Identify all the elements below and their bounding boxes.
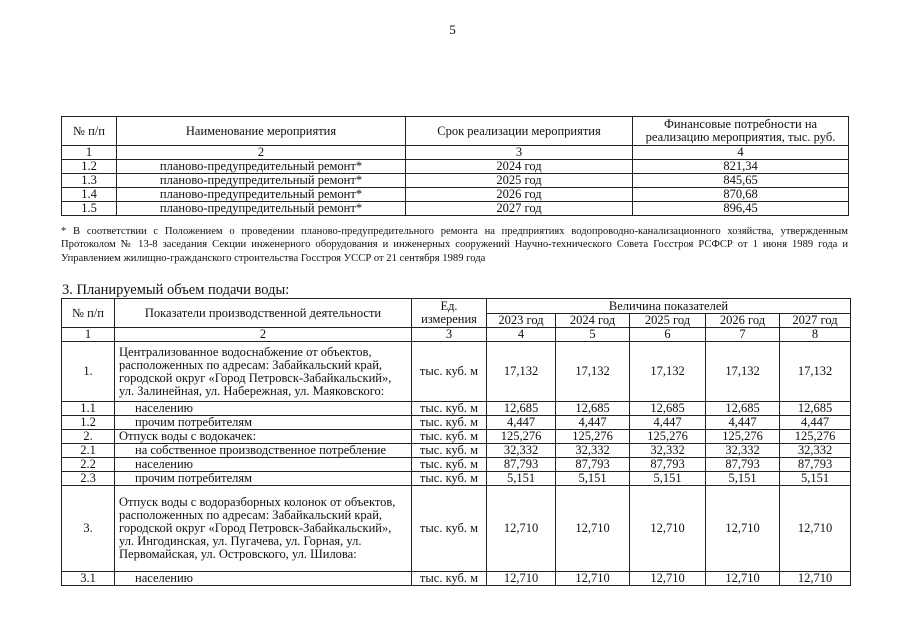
table-cell: 1.1 [62, 402, 115, 416]
table-cell: населению [115, 458, 412, 472]
table-cell: 125,276 [780, 430, 851, 444]
table-row [62, 430, 851, 444]
table-cell: 2.1 [62, 444, 115, 458]
table-cell: 125,276 [556, 430, 630, 444]
table1-header-row [62, 117, 849, 146]
table-cell: планово-предупредительный ремонт* [117, 188, 406, 202]
table2-year-2023: 2023 год [487, 314, 556, 328]
table-cell: 32,332 [487, 444, 556, 458]
table-cell: 87,793 [780, 458, 851, 472]
table-cell: 3. [62, 486, 115, 572]
table-cell: 1.3 [62, 174, 117, 188]
table-cell: 2.3 [62, 472, 115, 486]
table-row [62, 472, 851, 486]
table-cell: 8 [780, 328, 851, 342]
table-cell: 1 [62, 328, 115, 342]
table-row [62, 174, 849, 188]
table-cell: 845,65 [633, 174, 849, 188]
table-cell: на собственное производственное потребление [115, 444, 412, 458]
table-cell: 12,685 [630, 402, 706, 416]
table-cell: 17,132 [630, 342, 706, 402]
table-cell: 896,45 [633, 202, 849, 216]
table-cell: 2024 год [406, 160, 633, 174]
table-cell: 12,710 [487, 572, 556, 586]
table2-header-values: Величина показателей [487, 299, 851, 314]
table-cell: 3.1 [62, 572, 115, 586]
table-cell: 4,447 [706, 416, 780, 430]
table-cell: 7 [706, 328, 780, 342]
table-cell: планово-предупредительный ремонт* [117, 202, 406, 216]
table-cell: населению [115, 402, 412, 416]
table-cell: 5,151 [780, 472, 851, 486]
table-cell: 1. [62, 342, 115, 402]
table-cell: 1.2 [62, 416, 115, 430]
table2-header-unit: Ед. измерения [412, 299, 487, 328]
maintenance-costs-table [61, 116, 849, 216]
table-cell: 4,447 [630, 416, 706, 430]
table-cell: 12,710 [706, 486, 780, 572]
table-cell: 12,710 [556, 572, 630, 586]
table-cell: прочим потребителям [115, 472, 412, 486]
table-cell: 12,710 [487, 486, 556, 572]
table2-year-2025: 2025 год [630, 314, 706, 328]
table-cell: 821,34 [633, 160, 849, 174]
table-cell: 32,332 [780, 444, 851, 458]
table-cell: тыс. куб. м [412, 402, 487, 416]
table-cell: 87,793 [630, 458, 706, 472]
table-cell: 12,710 [630, 486, 706, 572]
table-row [62, 402, 851, 416]
water-supply-volume-table [61, 298, 851, 586]
table-cell: тыс. куб. м [412, 572, 487, 586]
table-cell: 12,685 [780, 402, 851, 416]
table-cell: населению [115, 572, 412, 586]
table-cell: планово-предупредительный ремонт* [117, 160, 406, 174]
table-row [62, 444, 851, 458]
section-title: 3. Планируемый объем подачи воды: [62, 282, 290, 298]
table-cell: 12,685 [556, 402, 630, 416]
table-row [62, 458, 851, 472]
footnote: * В соответствии с Положением о проведении планово-предупредительного ремонта на предприятиях водопроводно-канализационного хозяйства, утвержденным Протоколом № 13-8 заседания Секции инженерного оборудования и инженерных сооружений Научно-технического Совета Госстроя РСФСР от 1 июня 1989 года и Управлением жилищно-гражданского строительства Госстроя УССР от 21 сентября 1989 года [61, 226, 848, 264]
table-cell: 2 [117, 146, 406, 160]
table-cell: Отпуск воды с водоразборных колонок от объектов, расположенных по адресам: Забайкальский край, городской округ «Город Петровск-Забайкальский», ул. Ингодинская, ул. Пугачева, ул. Горная, ул. Первомайская, ул. Островского, ул. Шилова: [115, 486, 412, 572]
table-cell: тыс. куб. м [412, 486, 487, 572]
table-cell: 87,793 [556, 458, 630, 472]
table-cell: 870,68 [633, 188, 849, 202]
table-row [62, 342, 851, 402]
table-cell: 1 [62, 146, 117, 160]
table2-year-2024: 2024 год [556, 314, 630, 328]
table2-index-row [62, 328, 851, 342]
table-cell: 12,710 [780, 486, 851, 572]
table-cell: тыс. куб. м [412, 416, 487, 430]
table-cell: 3 [406, 146, 633, 160]
table-cell: Отпуск воды с водокачек: [115, 430, 412, 444]
table1-header-cost: Финансовые потребности на реализацию мероприятия, тыс. руб. [633, 117, 849, 146]
table-cell: 125,276 [706, 430, 780, 444]
table-cell: 6 [630, 328, 706, 342]
table-cell: 3 [412, 328, 487, 342]
table-cell: 4 [487, 328, 556, 342]
table-cell: тыс. куб. м [412, 472, 487, 486]
table-cell: 12,710 [706, 572, 780, 586]
table-cell: 32,332 [556, 444, 630, 458]
table-row [62, 572, 851, 586]
table-cell: 12,685 [706, 402, 780, 416]
table1-header-name: Наименование мероприятия [117, 117, 406, 146]
table-row [62, 202, 849, 216]
table2-year-2027: 2027 год [780, 314, 851, 328]
table-cell: 1.2 [62, 160, 117, 174]
table-cell: 32,332 [706, 444, 780, 458]
table-cell: прочим потребителям [115, 416, 412, 430]
table-cell: 2. [62, 430, 115, 444]
table-cell: 2026 год [406, 188, 633, 202]
table-cell: 125,276 [630, 430, 706, 444]
page-number: 5 [449, 22, 456, 37]
table-cell: 5,151 [630, 472, 706, 486]
table-cell: 87,793 [487, 458, 556, 472]
table-cell: 17,132 [487, 342, 556, 402]
table-row [62, 188, 849, 202]
table-cell: 4,447 [780, 416, 851, 430]
table-cell: 12,710 [630, 572, 706, 586]
table2-header-name: Показатели производственной деятельности [115, 299, 412, 328]
table-row [62, 416, 851, 430]
table-cell: 4,447 [487, 416, 556, 430]
table-cell: 5 [556, 328, 630, 342]
table-cell: 12,710 [780, 572, 851, 586]
table-row [62, 160, 849, 174]
table-cell: 2 [115, 328, 412, 342]
table-cell: 2025 год [406, 174, 633, 188]
table-cell: 5,151 [556, 472, 630, 486]
table-cell: тыс. куб. м [412, 458, 487, 472]
table-cell: 17,132 [556, 342, 630, 402]
table-cell: 17,132 [706, 342, 780, 402]
table-cell: тыс. куб. м [412, 444, 487, 458]
table-cell: 4 [633, 146, 849, 160]
table-cell: 1.4 [62, 188, 117, 202]
table2-header-num: № п/п [62, 299, 115, 328]
table-cell: 1.5 [62, 202, 117, 216]
table-cell: 2027 год [406, 202, 633, 216]
table1-header-term: Срок реализации мероприятия [406, 117, 633, 146]
table-cell: 12,710 [556, 486, 630, 572]
table-cell: планово-предупредительный ремонт* [117, 174, 406, 188]
table-cell: Централизованное водоснабжение от объектов, расположенных по адресам: Забайкальский край, городской округ «Город Петровск-Забайкальский», ул. Залинейная, ул. Набережная, ул. Маяковского: [115, 342, 412, 402]
table-cell: тыс. куб. м [412, 430, 487, 444]
table-cell: 12,685 [487, 402, 556, 416]
table-cell: 17,132 [780, 342, 851, 402]
table2-header-row [62, 299, 851, 314]
table-cell: 87,793 [706, 458, 780, 472]
table-cell: тыс. куб. м [412, 342, 487, 402]
table-row [62, 486, 851, 572]
table1-header-num: № п/п [62, 117, 117, 146]
table1-index-row [62, 146, 849, 160]
table-cell: 125,276 [487, 430, 556, 444]
table-cell: 4,447 [556, 416, 630, 430]
table-cell: 32,332 [630, 444, 706, 458]
table-cell: 5,151 [487, 472, 556, 486]
table-cell: 5,151 [706, 472, 780, 486]
table-cell: 2.2 [62, 458, 115, 472]
table2-year-2026: 2026 год [706, 314, 780, 328]
